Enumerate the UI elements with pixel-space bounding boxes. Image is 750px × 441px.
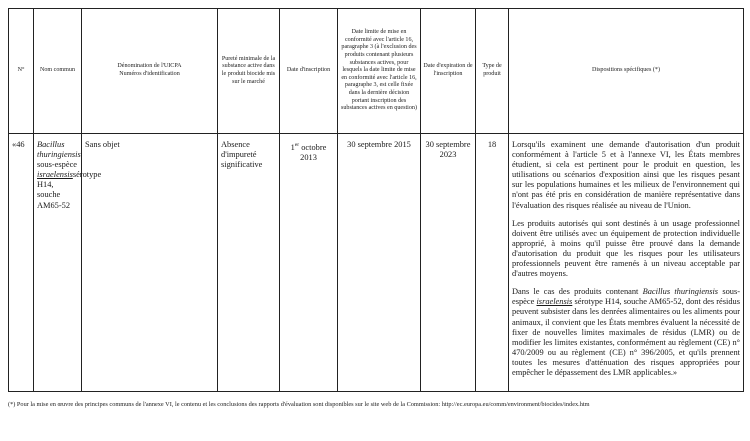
cell-iupac: Sans objet <box>82 134 218 392</box>
common-name-subspecies: israelensis <box>37 170 73 180</box>
cell-specific-provisions <box>509 134 744 392</box>
header-iupac: Dénomination de l'UICPA Numéros d'identification <box>82 9 218 134</box>
header-product-type: Type de produit <box>476 9 509 134</box>
cell-no: «46 <box>9 134 34 392</box>
common-name-mid: sous-espèce <box>37 160 77 170</box>
inclusion-day: 1 <box>290 142 295 152</box>
common-name-species: Bacillus thuringiensis <box>37 140 81 160</box>
table-header-row <box>9 9 744 134</box>
cell-expiry-date: 30 septembre 2023 <box>421 134 476 392</box>
header-common-name: Nom commun <box>34 9 82 134</box>
provision-paragraph-1: Lorsqu'ils examinent une demande d'autorisation d'un produit conformément à l'article 5 et à l'annexe VI, les États membres étudient, si cela est pertinent pour le produit en question, les utilisations ou scénarios d'exposition ainsi que les risques pesant sur les populations humaines et les milieux de l'environnement qui n'ont pas été pris en considération de manière représentative dans l'évaluation des risques réalisée au niveau de l'Union. <box>512 140 740 210</box>
header-specific-provisions: Dispositions spécifiques (*) <box>509 9 744 134</box>
common-name-rest: sérotype H14, souche AM65-52 <box>37 170 102 210</box>
header-compliance-deadline: Date limite de mise en conformité avec l'article 16, paragraphe 3 (à l'exclusion des produits contenant plusieurs substances actives, pour lesquels la date limite de mise en conformité avec l'article 16, paragraphe 3, est celle fixée dans la dernière décision portant inscription des substances actives en question) <box>338 9 421 134</box>
provision-paragraph-3 <box>512 287 740 378</box>
header-expiry-date: Date d'expiration de l'inscription <box>421 9 476 134</box>
provision-paragraph-2: Les produits autorisés qui sont destinés à un usage professionnel doivent être utilisés avec un équipement de protection individuelle approprié, à moins qu'il puisse être prouvé dans la demande d'autorisation du produit que les risques pour les utilisateurs professionnels peuvent être ramenés à un niveau acceptable par d'autres moyens. <box>512 218 740 279</box>
cell-product-type: 18 <box>476 134 509 392</box>
provision-3-part-a: Dans le cas des produits contenant <box>512 287 643 297</box>
provision-3-part-b: sous-espèce <box>512 287 740 307</box>
provision-3-part-c: sérotype H14, souche AM65-52, dont des résidus peuvent subsister dans les denrées alimentaires ou les aliments pour animaux, il convient que les États membres évaluent la nécessité de fixer de nouvelles limites maximales de résidus (LMR) ou de modifier les limites existantes, conformément au règlement (CE) n° 470/2009 ou au règlement (CE) n° 396/2005, et qu'ils prennent toutes les mesures d'atténuation des risques appropriées pour empêcher le dépassement des LMR applicables.» <box>512 297 740 377</box>
header-no: N° <box>9 9 34 134</box>
inclusion-month-year: octobre 2013 <box>299 142 327 162</box>
provision-3-species: Bacillus thuringiensis <box>642 287 719 297</box>
table-row <box>9 134 744 392</box>
inclusion-day-suffix: er <box>294 142 300 148</box>
cell-common-name <box>34 134 102 392</box>
header-inclusion-date: Date d'inscription <box>280 9 338 134</box>
provision-3-subspecies: israelensis <box>536 297 573 307</box>
footnote: (*) Pour la mise en œuvre des principes communs de l'annexe VI, le contenu et les conclusions des rapports d'évaluation sont disponibles sur le site web de la Commission: http://ec.europa.eu/comm/environment/biocides/index.htm <box>8 401 590 408</box>
cell-inclusion-date <box>280 134 338 392</box>
header-purity: Pureté minimale de la substance active dans le produit biocide mis sur le marché <box>218 9 280 134</box>
cell-purity: Absence d'impureté significative <box>218 134 280 392</box>
cell-compliance-deadline: 30 septembre 2015 <box>338 134 421 392</box>
biocide-annex-table <box>8 8 744 392</box>
